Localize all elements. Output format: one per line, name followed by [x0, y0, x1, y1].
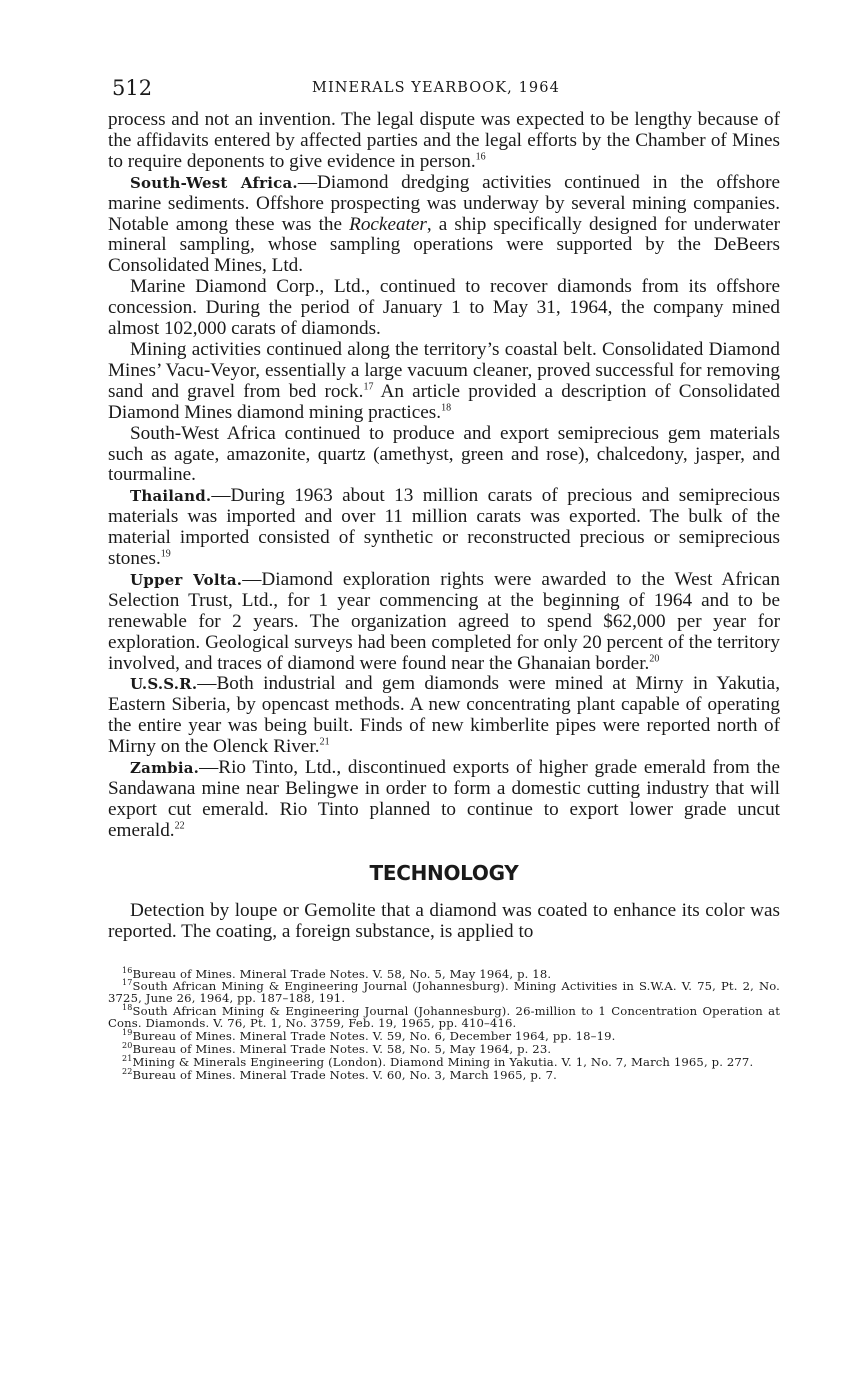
- country-heading: South-West Africa.: [130, 173, 298, 192]
- footnote-text: Bureau of Mines. Mineral Trade Notes. V. 60, No. 3, March 1965, p. 7.: [132, 1067, 557, 1082]
- footnote-text: Bureau of Mines. Mineral Trade Notes. V. 59, No. 6, December 1964, pp. 18–19.: [132, 1029, 616, 1044]
- running-head: [108, 70, 780, 110]
- footnote-ref: 17: [363, 381, 374, 393]
- document-page: [108, 70, 780, 1083]
- page-number: 512: [112, 76, 153, 100]
- paragraph-text: —Rio Tinto, Ltd., discontinued exports of higher grade emerald from the Sandawana mine near Belingwe in order to form a domestic cutting industry that will export cut emerald. Rio Tinto planned to continue to export lower grade uncut emerald.: [108, 757, 780, 841]
- footnote-ref: 19: [160, 548, 171, 560]
- footnote-number: 17: [122, 978, 133, 988]
- footnote-ref: 20: [649, 653, 660, 665]
- paragraph-marine-diamond: [108, 277, 780, 340]
- footnotes: [108, 965, 780, 1082]
- footnote-number: 20: [122, 1041, 133, 1051]
- footnote-number: 19: [122, 1028, 133, 1038]
- footnote-text: Mining & Minerals Engineering (London). Diamond Mining in Yakutia. V. 1, No. 7, March 1965, p. 277.: [132, 1054, 754, 1069]
- paragraph-ussr: [108, 674, 780, 758]
- paragraph-continuation: [108, 110, 780, 173]
- footnote-ref: 21: [319, 736, 330, 748]
- country-heading: U.S.S.R.: [130, 675, 198, 694]
- country-heading: Zambia.: [130, 759, 200, 778]
- paragraph-text: South-West Africa continued to produce and export semiprecious gem materials such as agate, amazonite, quartz (amethyst, green and rose), chalcedony, jasper, and tourmaline.: [108, 422, 780, 486]
- footnote-ref: 16: [475, 151, 486, 163]
- footnote: [108, 1003, 780, 1031]
- footnote-number: 16: [122, 965, 133, 975]
- footnote-ref: 18: [441, 402, 452, 414]
- ship-name: Rockeater: [349, 213, 427, 235]
- paragraph-text: Marine Diamond Corp., Ltd., continued to recover diamonds from its offshore concession. During the period of January 1 to May 31, 1964, the company mined almost 102,000 carats of diamonds.: [108, 276, 780, 340]
- paragraph-mining-activities: [108, 340, 780, 424]
- journal-title: MINERALS YEARBOOK, 1964: [312, 80, 560, 96]
- paragraph-south-west-africa: [108, 173, 780, 278]
- country-heading: Thailand.: [130, 487, 212, 506]
- footnote-ref: 22: [174, 820, 185, 832]
- paragraph-text: —Both industrial and gem diamonds were mined at Mirny in Yakutia, Eastern Siberia, by opencast methods. A new concentrating plant capable of operating the entire year was being built. Finds of new kimberlite pipes were reported north of Mirny on the Olenck River.: [108, 673, 780, 758]
- footnote-number: 21: [122, 1054, 133, 1064]
- paragraph-text: —Diamond dredging activities continued in the offshore marine sediments. Offshore prospecting was underway by several mining companies. Notable among these was the: [108, 171, 780, 235]
- paragraph-text: , a ship specifically designed for underwater mineral sampling, whose sampling operations were supported by the DeBeers Consolidated Mines, Ltd.: [108, 213, 780, 277]
- paragraph-text: process and not an invention. The legal dispute was expected to be lengthy because of the affidavits entered by affected parties and the legal efforts by the Chamber of Mines to require deponents to give evidence in person.: [108, 109, 780, 172]
- paragraph-text: —Diamond exploration rights were awarded to the West African Selection Trust, Ltd., for 1 year commencing at the beginning of 1964 and to be renewable for 2 years. The organization agreed to spend $62,000 per year for exploration. Geological surveys had been completed for only 20 percent of the territory involved, and traces of diamond were found near the Ghanaian border.: [108, 568, 780, 674]
- body-text: [108, 110, 780, 943]
- country-heading: Upper Volta.: [130, 570, 243, 589]
- footnote: [108, 1066, 780, 1082]
- paragraph-thailand: [108, 486, 780, 570]
- paragraph-gem-materials: [108, 424, 780, 487]
- paragraph-text: Detection by loupe or Gemolite that a diamond was coated to enhance its color was reported. The coating, a foreign substance, is applied to: [108, 899, 780, 942]
- footnote-number: 22: [122, 1066, 133, 1076]
- footnote-text: Bureau of Mines. Mineral Trade Notes. V. 58, No. 5, May 1964, p. 18.: [132, 966, 552, 981]
- footnote-text: South African Mining & Engineering Journal (Johannesburg). Mining Activities in S.W.A. V. 75, Pt. 2, No. 3725, June 26, 1964, pp. 187–188, 191.: [108, 979, 780, 1006]
- section-heading-technology: TECHNOLOGY: [369, 860, 519, 885]
- footnote-number: 18: [122, 1003, 133, 1013]
- paragraph-text: —During 1963 about 13 million carats of precious and semiprecious materials was imported and over 11 million carats was exported. The bulk of the material imported consisted of synthetic or reconstructed precious or semiprecious stones.: [108, 485, 780, 570]
- paragraph-zambia: [108, 758, 780, 842]
- paragraph-detection: [108, 901, 780, 943]
- paragraph-text: Mining activities continued along the territory’s coastal belt. Consolidated Diamond Mines’ Vacu-Veyor, essentially a large vacuum cleaner, proved successful for removing sand and gravel from bed rock.: [108, 338, 780, 402]
- footnote: [108, 978, 780, 1006]
- footnote-text: Bureau of Mines. Mineral Trade Notes. V. 58, No. 5, May 1964, p. 23.: [132, 1041, 552, 1056]
- paragraph-text: An article provided a description of Consolidated Diamond Mines diamond mining practices.: [108, 380, 780, 423]
- paragraph-upper-volta: [108, 570, 780, 675]
- footnote-text: South African Mining & Engineering Journal (Johannesburg). 26-million to 1 Concentration Operation at Cons. Diamonds. V. 76, Pt. 1, No. 3759, Feb. 19, 1965, pp. 410–416.: [108, 1004, 780, 1031]
